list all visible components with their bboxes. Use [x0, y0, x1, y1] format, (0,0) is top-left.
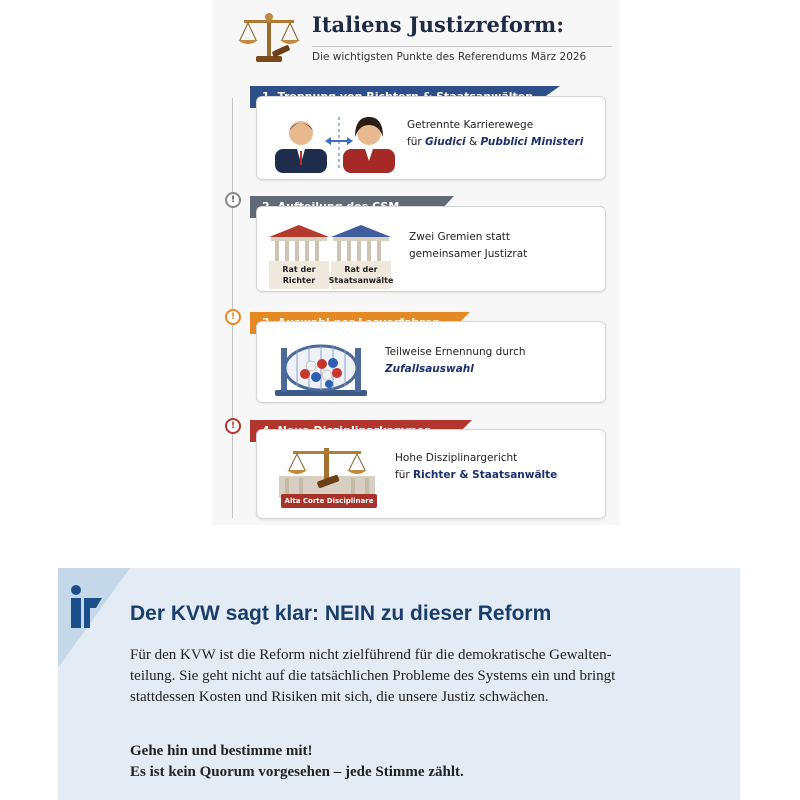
section-4-text-bold: Richter & Staatsanwälte	[413, 469, 558, 481]
justice-reform-infographic	[212, 0, 620, 525]
section-3-card	[256, 321, 606, 403]
kvw-body-line2: teilung. Sie geht nicht auf die tatsächlichen Probleme des Systems ein und bringt	[130, 668, 616, 684]
section-2-text-line1: Zwei Gremien statt	[409, 231, 511, 243]
section-4-card	[256, 429, 606, 519]
section-1-card	[256, 96, 606, 180]
section-3-text-line1: Teilweise Ernennung durch	[385, 346, 526, 358]
court-right-label-line2: Staatsanwälte	[328, 276, 394, 285]
section-3-text-line2: Zufallsauswahl	[385, 363, 474, 375]
kvw-logo-icon	[68, 582, 108, 632]
infographic-header	[234, 10, 614, 68]
section-2-text	[409, 229, 527, 263]
section-2-text-line2: gemeinsamer Justizrat	[409, 248, 528, 260]
prosecutor-judge-icon	[269, 111, 399, 173]
scales-of-justice-icon	[234, 10, 304, 68]
kvw-heading: Der KVW sagt klar: NEIN zu dieser Reform	[130, 602, 552, 625]
section-1-text	[407, 117, 583, 151]
court-right-label-line1: Rat der	[344, 265, 378, 274]
timeline-line	[232, 98, 233, 518]
section-3-marker-icon: !	[225, 309, 241, 325]
section-1-text-pubblici-ministeri: Pubblici Ministeri	[480, 136, 584, 148]
section-2-marker-icon: !	[225, 192, 241, 208]
infographic-subtitle: Die wichtigsten Punkte des Referendums März 2026	[312, 51, 587, 63]
court-left-label-line2: Richter	[282, 276, 316, 285]
alta-corte-banner: Alta Corte Disciplinare	[281, 494, 377, 508]
kvw-call-to-action	[130, 741, 464, 783]
section-3-text	[385, 344, 526, 378]
lottery-drum-icon	[271, 340, 371, 398]
section-4-text	[395, 450, 557, 484]
section-1-text-giudici: Giudici	[425, 136, 466, 148]
court-left-label-line1: Rat der	[282, 265, 316, 274]
section-1-text-line2	[407, 134, 583, 151]
section-1-text-line1: Getrennte Karrierewege	[407, 119, 534, 131]
kvw-cta-line2: Es ist kein Quorum vorgesehen – jede Stimme zählt.	[130, 764, 464, 780]
infographic-title: Italiens Justizreform:	[312, 12, 564, 37]
two-courthouses-icon	[265, 223, 395, 289]
section-4-text-line1: Hohe Disziplinargericht	[395, 452, 518, 464]
section-2-card	[256, 206, 606, 292]
kvw-body-line1: Für den KVW ist die Reform nicht zielführend für die demokratische Gewalten-	[130, 647, 612, 663]
section-1-text-ampersand: &	[465, 136, 481, 148]
section-1-text-prefix: für	[407, 136, 426, 148]
kvw-body-line3: stattdessen Kosten und Risiken mit sich, die unsere Justiz schwächen.	[130, 689, 549, 705]
section-4-text-prefix: für	[395, 469, 414, 481]
title-divider	[312, 46, 612, 47]
section-4-marker-icon: !	[225, 418, 241, 434]
section-4-text-line2	[395, 467, 557, 484]
kvw-body-text	[130, 645, 730, 708]
kvw-cta-line1: Gehe hin und bestimme mit!	[130, 743, 313, 759]
